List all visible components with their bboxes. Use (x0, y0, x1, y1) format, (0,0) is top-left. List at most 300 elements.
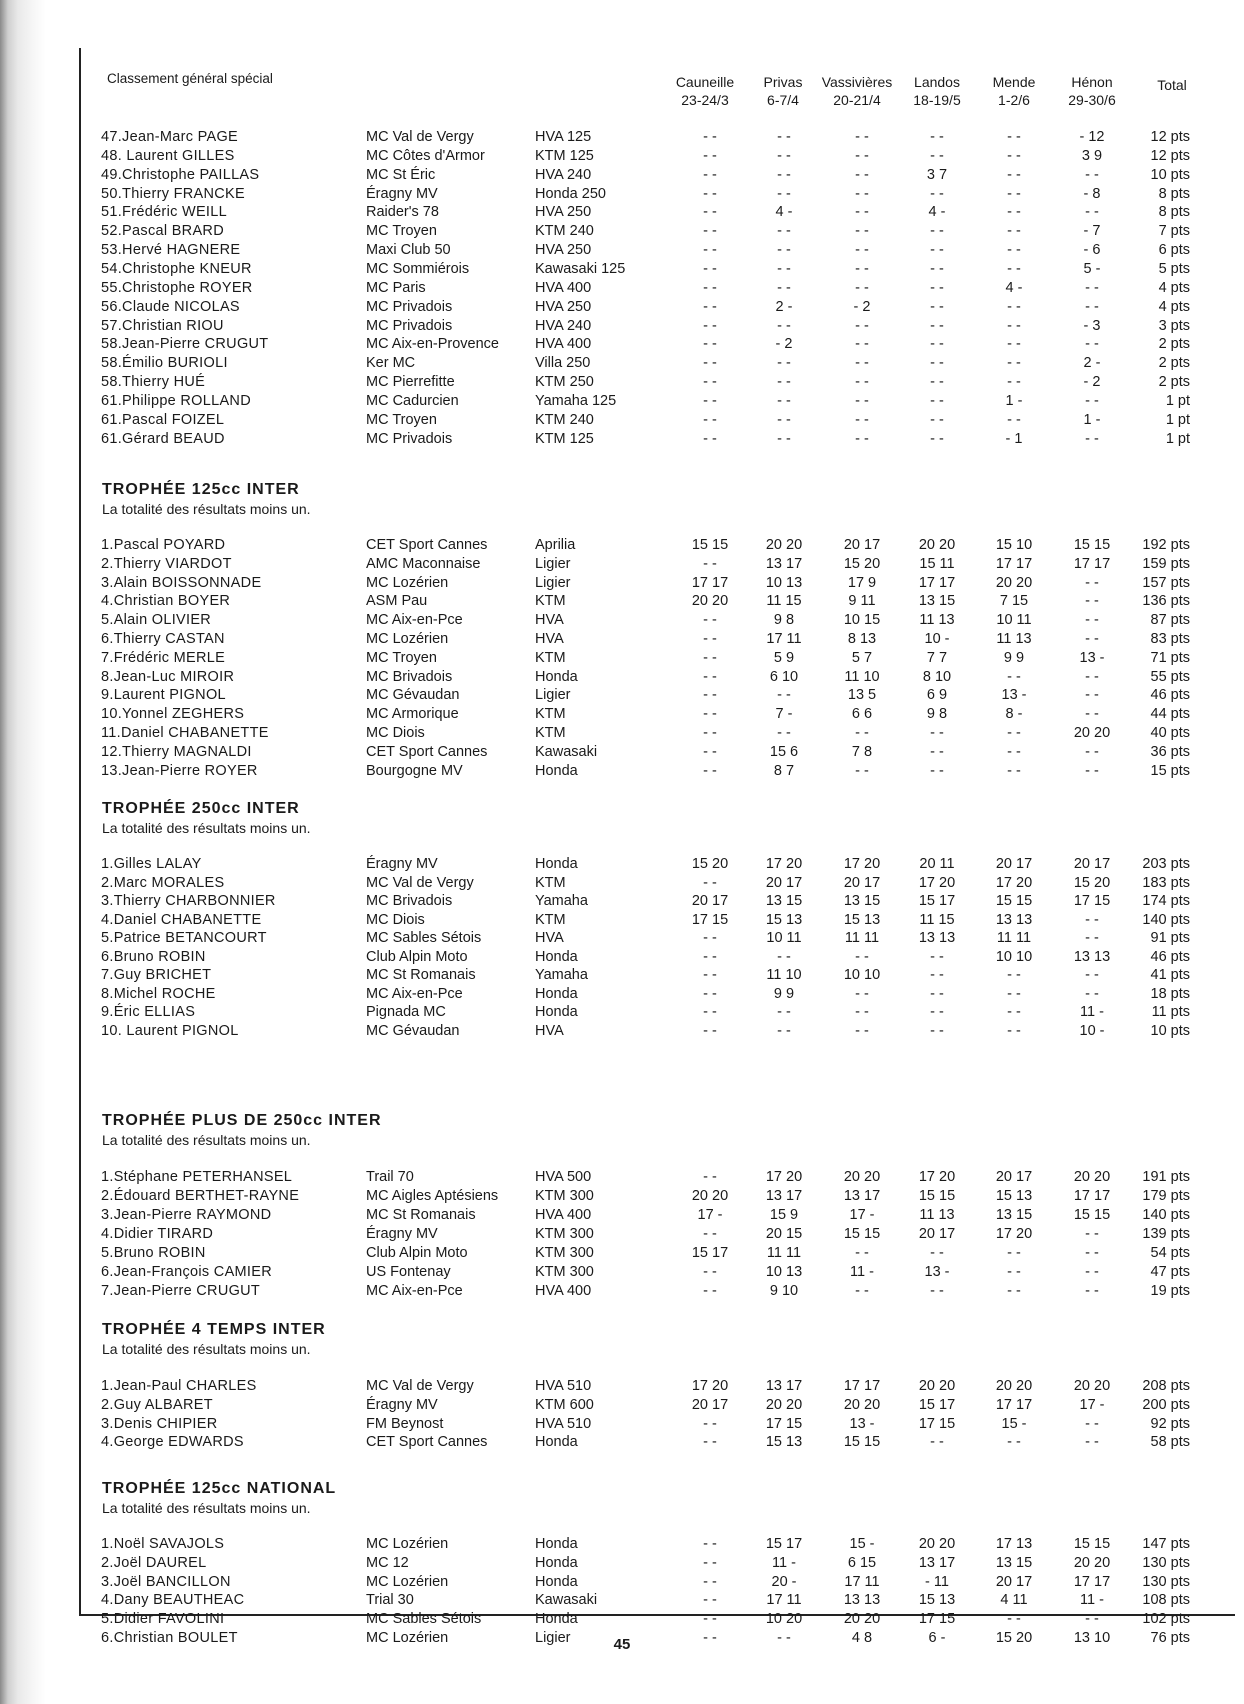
motorcycle: HVA 240 (535, 317, 592, 334)
round-score: - - (703, 374, 717, 391)
total-points: 15 pts (1150, 762, 1190, 779)
rider-name: 4.Daniel CHABANETTE (101, 911, 262, 928)
round-score: 15 20 (995, 1630, 1033, 1646)
motorcycle: KTM 125 (535, 147, 594, 164)
round-score: 17 17 (691, 574, 729, 591)
motorcycle: KTM (535, 911, 566, 928)
round-score: - - (855, 147, 869, 164)
round-score: - - (1007, 166, 1021, 183)
round-score: 15 13 (765, 1434, 803, 1451)
round-score: - - (703, 1592, 717, 1609)
total-points: 2 pts (1158, 374, 1190, 391)
rider-name: 61.Gérard BEAUD (101, 430, 225, 447)
standings-row (0, 1573, 1244, 1592)
club-name: MC Sables Sétois (366, 1611, 482, 1628)
round-score: - - (930, 1283, 944, 1299)
standings-row (0, 686, 1244, 705)
round-score: - - (1007, 762, 1021, 779)
column-header-dates: 23-24/3 (681, 92, 729, 108)
motorcycle: Yamaha (535, 893, 588, 909)
round-score: 17 20 (843, 856, 881, 872)
round-score: - - (703, 1283, 717, 1299)
round-score: 20 17 (995, 1573, 1033, 1590)
round-score: - - (777, 411, 791, 428)
column-header-dates: 6-7/4 (767, 92, 799, 108)
round-score: - - (703, 967, 717, 983)
round-score: - - (1085, 1415, 1099, 1432)
round-score: - - (703, 223, 717, 240)
round-score: 13 - (1001, 687, 1027, 704)
round-score: 10 20 (765, 1611, 803, 1628)
total-points: 71 pts (1150, 649, 1190, 666)
motorcycle: KTM (535, 593, 566, 610)
rider-name: 57.Christian RIOU (101, 317, 224, 334)
club-name: MC Côtes d'Armor (366, 147, 485, 164)
round-score: - - (703, 1022, 717, 1039)
round-score: 15 17 (918, 893, 956, 909)
round-score: 10 15 (843, 612, 881, 629)
round-score: 17 15 (918, 1415, 956, 1432)
round-score: - - (930, 1434, 944, 1451)
round-score: 5 - (1083, 260, 1101, 277)
round-score: 20 20 (918, 1536, 956, 1552)
round-score: - - (855, 411, 869, 428)
club-name: MC Pierrefitte (366, 374, 455, 391)
motorcycle: HVA 400 (535, 1207, 592, 1223)
round-score: - - (855, 279, 869, 296)
round-score: 20 20 (691, 1188, 729, 1204)
total-points: 1 pt (1165, 430, 1190, 447)
round-score: - - (703, 612, 717, 629)
rider-name: 9.Laurent PIGNOL (101, 687, 226, 704)
motorcycle: Villa 250 (535, 355, 591, 372)
motorcycle: KTM 250 (535, 374, 594, 391)
round-score: - - (703, 392, 717, 409)
total-points: 130 pts (1142, 1554, 1190, 1571)
page-number: 45 (613, 1636, 631, 1653)
round-score: 15 20 (843, 555, 881, 572)
round-score: 6 10 (769, 668, 799, 685)
round-score: - - (703, 725, 717, 741)
round-score: - - (703, 260, 717, 277)
round-score: - - (1007, 668, 1021, 685)
round-score: - - (703, 242, 717, 259)
round-score: 15 15 (843, 1434, 881, 1451)
standings-row (0, 1554, 1244, 1573)
rider-name: 48. Laurent GILLES (101, 147, 235, 164)
round-score: - - (777, 260, 791, 277)
rider-name: 47.Jean-Marc PAGE (101, 129, 238, 145)
round-score: - - (1085, 1434, 1099, 1451)
standings-row (0, 185, 1244, 204)
standings-row (0, 1244, 1244, 1263)
round-score: - - (930, 147, 944, 164)
round-score: - - (930, 430, 944, 447)
round-score: 17 17 (918, 574, 956, 591)
rider-name: 7.Guy BRICHET (101, 967, 212, 983)
round-score: 4 - (775, 204, 793, 221)
standings-row (0, 335, 1244, 354)
round-score: - - (777, 147, 791, 164)
standings-row (0, 874, 1244, 893)
round-score: - - (777, 279, 791, 296)
total-points: 83 pts (1150, 631, 1190, 647)
rider-name: 6.Thierry CASTAN (101, 631, 225, 647)
standings-row (0, 762, 1244, 781)
standings-row (0, 166, 1244, 185)
round-score: - - (777, 223, 791, 240)
round-score: 10 10 (843, 967, 881, 983)
total-points: 10 pts (1150, 1022, 1190, 1039)
club-name: Éragny MV (366, 1226, 438, 1242)
motorcycle: Honda 250 (535, 185, 606, 202)
total-points: 147 pts (1142, 1536, 1190, 1552)
round-score: 11 10 (844, 668, 880, 685)
club-name: MC Lozérien (366, 574, 449, 591)
round-score: - - (1085, 336, 1099, 353)
column-header-name: Privas (763, 74, 803, 90)
round-score: 17 20 (918, 874, 956, 891)
round-score: - - (855, 129, 869, 145)
round-score: 7 8 (851, 743, 873, 760)
standings-row (0, 430, 1244, 449)
club-name: Trail 70 (366, 1169, 414, 1185)
standings-row (0, 279, 1244, 298)
round-score: 4 - (928, 204, 946, 221)
round-score: 20 20 (918, 1378, 956, 1394)
round-score: 13 13 (843, 1592, 881, 1609)
motorcycle: Aprilia (535, 537, 576, 553)
standings-row (0, 592, 1244, 611)
total-points: 76 pts (1150, 1630, 1190, 1646)
round-score: 5 9 (773, 649, 795, 666)
club-name: CET Sport Cannes (366, 1434, 488, 1451)
standings-row (0, 911, 1244, 930)
round-score: - 12 (1079, 129, 1105, 145)
round-score: - - (1085, 1611, 1099, 1628)
round-score: - - (855, 204, 869, 221)
column-header-dates: 18-19/5 (913, 92, 961, 108)
round-score: 17 15 (918, 1611, 956, 1628)
standings-row (0, 574, 1244, 593)
rider-name: 6.Christian BOULET (101, 1630, 238, 1646)
round-score: - - (1085, 687, 1099, 704)
round-score: - - (703, 279, 717, 296)
round-score: - - (1007, 298, 1021, 315)
round-score: 13 15 (995, 1207, 1033, 1223)
motorcycle: HVA 510 (535, 1378, 592, 1394)
round-score: - - (703, 985, 717, 1002)
round-score: 20 17 (765, 874, 803, 891)
round-score: - - (777, 185, 791, 202)
club-name: MC Val de Vergy (366, 129, 474, 145)
club-name: MC Brivadois (366, 893, 453, 909)
club-name: MC Diois (366, 725, 425, 741)
rider-name: 55.Christophe ROYER (101, 279, 253, 296)
total-points: 183 pts (1142, 874, 1190, 891)
motorcycle: HVA (535, 631, 564, 647)
standings-row (0, 411, 1244, 430)
standings-row (0, 966, 1244, 985)
round-score: 13 15 (765, 893, 803, 909)
round-score: - - (777, 725, 791, 741)
rider-name: 52.Pascal BRARD (101, 223, 224, 240)
round-score: 13 13 (1073, 948, 1111, 965)
total-points: 174 pts (1142, 893, 1190, 909)
rider-name: 2.Joël DAUREL (101, 1554, 207, 1571)
round-score: 13 15 (995, 1554, 1033, 1571)
total-points: 2 pts (1158, 336, 1190, 353)
total-points: 55 pts (1150, 668, 1190, 685)
total-points: 136 pts (1142, 593, 1190, 610)
club-name: MC Privadois (366, 430, 453, 447)
total-points: 11 pts (1151, 1004, 1190, 1020)
round-score: - - (777, 317, 791, 334)
motorcycle: HVA 125 (535, 129, 592, 145)
standings-row (0, 724, 1244, 743)
round-score: - 6 (1083, 242, 1101, 259)
rider-name: 10.Yonnel ZEGHERS (101, 706, 245, 723)
rider-name: 8.Jean-Luc MIROIR (101, 668, 235, 685)
rider-name: 1.Noël SAVAJOLS (101, 1536, 225, 1552)
round-score: 6 15 (847, 1554, 877, 1571)
standings-row (0, 260, 1244, 279)
round-score: - - (703, 948, 717, 965)
round-score: - 2 (853, 298, 871, 315)
rider-name: 3.Jean-Pierre RAYMOND (101, 1207, 272, 1223)
round-score: - - (1007, 1245, 1021, 1261)
round-score: - - (1007, 1004, 1021, 1020)
standings-row (0, 1282, 1244, 1301)
total-points: 130 pts (1142, 1573, 1190, 1590)
round-score: - - (703, 355, 717, 372)
motorcycle: KTM (535, 874, 566, 891)
round-score: 20 20 (995, 574, 1033, 591)
round-score: - - (1007, 242, 1021, 259)
round-score: 20 20 (843, 1396, 881, 1413)
round-score: - - (1085, 392, 1099, 409)
standings-row (0, 1225, 1244, 1244)
motorcycle: Honda (535, 1004, 578, 1020)
total-points: 46 pts (1150, 948, 1190, 965)
rider-name: 4.Christian BOYER (101, 593, 231, 610)
round-score: - - (1007, 985, 1021, 1002)
round-score: 15 15 (843, 1226, 881, 1242)
round-score: 20 20 (843, 1611, 881, 1628)
round-score: - - (703, 874, 717, 891)
section-title: TROPHÉE 250cc INTER (102, 800, 300, 817)
motorcycle: Yamaha 125 (535, 392, 617, 409)
round-score: 8 - (1005, 706, 1023, 723)
total-points: 191 pts (1142, 1169, 1190, 1185)
round-score: - - (1085, 930, 1099, 946)
round-score: - - (930, 948, 944, 965)
round-score: 17 20 (765, 1169, 803, 1185)
rider-name: 13.Jean-Pierre ROYER (101, 762, 258, 779)
round-score: 11 - (772, 1554, 796, 1571)
round-score: 20 17 (843, 537, 881, 553)
total-points: 92 pts (1150, 1415, 1190, 1432)
round-score: - - (703, 336, 717, 353)
rider-name: 49.Christophe PAILLAS (101, 166, 260, 183)
total-points: 102 pts (1142, 1611, 1190, 1628)
round-score: 2 - (1083, 355, 1101, 372)
round-score: - - (703, 1611, 717, 1628)
club-name: MC Aigles Aptésiens (366, 1188, 499, 1204)
rider-name: 1.Pascal POYARD (101, 537, 226, 553)
round-score: - - (703, 930, 717, 946)
round-score: 17 11 (766, 631, 802, 647)
standings-row (0, 855, 1244, 874)
round-score: - 11 (925, 1573, 949, 1590)
round-score: 11 10 (766, 967, 802, 983)
round-score: 11 13 (919, 612, 955, 629)
rider-name: 6.Jean-François CAMIER (101, 1264, 272, 1280)
round-score: - - (855, 1022, 869, 1039)
round-score: - - (930, 317, 944, 334)
round-score: - - (930, 1022, 944, 1039)
standings-row (0, 203, 1244, 222)
round-score: 17 20 (918, 1169, 956, 1185)
club-name: MC Aix-en-Pce (366, 612, 463, 629)
section-title: TROPHÉE 125cc NATIONAL (102, 1480, 337, 1497)
round-score: - - (777, 166, 791, 183)
round-score: - - (777, 687, 791, 704)
round-score: 13 - (924, 1264, 950, 1280)
round-score: - 3 (1083, 317, 1101, 334)
round-score: 17 11 (844, 1573, 880, 1590)
round-score: 8 13 (847, 631, 877, 647)
rider-name: 5.Alain OLIVIER (101, 612, 212, 629)
round-score: - - (1085, 985, 1099, 1002)
motorcycle: HVA 400 (535, 1283, 592, 1299)
round-score: - - (703, 706, 717, 723)
round-score: 11 - (1080, 1004, 1104, 1020)
motorcycle: KTM 125 (535, 430, 594, 447)
standings-row (0, 1415, 1244, 1434)
round-score: - - (1085, 668, 1099, 685)
round-score: 10 13 (765, 574, 803, 591)
round-score: - - (703, 411, 717, 428)
club-name: MC Paris (366, 279, 426, 296)
round-score: 17 13 (995, 1536, 1033, 1552)
round-score: 15 11 (919, 555, 955, 572)
club-name: Éragny MV (366, 185, 438, 202)
club-name: AMC Maconnaise (366, 555, 481, 572)
round-score: - - (703, 129, 717, 145)
round-score: - - (930, 762, 944, 779)
section-subtitle: La totalité des résultats moins un. (102, 1132, 311, 1148)
motorcycle: KTM (535, 725, 566, 741)
total-points: 200 pts (1142, 1396, 1190, 1413)
round-score: - - (1007, 411, 1021, 428)
club-name: Éragny MV (366, 1396, 438, 1413)
round-score: 13 10 (1073, 1630, 1111, 1646)
round-score: - - (855, 430, 869, 447)
round-score: - - (703, 298, 717, 315)
club-name: MC Troyen (366, 649, 437, 666)
club-name: US Fontenay (366, 1264, 451, 1280)
motorcycle: HVA 250 (535, 298, 592, 315)
standings-row (0, 1591, 1244, 1610)
motorcycle: Honda (535, 1573, 578, 1590)
club-name: MC Val de Vergy (366, 874, 474, 891)
rider-name: 4.Didier TIRARD (101, 1226, 214, 1242)
round-score: - - (703, 668, 717, 685)
club-name: MC Val de Vergy (366, 1378, 474, 1394)
section-subtitle: La totalité des résultats moins un. (102, 1500, 311, 1516)
round-score: - - (777, 242, 791, 259)
round-score: 17 17 (843, 1378, 881, 1394)
round-score: - - (930, 374, 944, 391)
column-header-name: Landos (914, 74, 960, 90)
round-score: - - (1085, 593, 1099, 610)
rider-name: 53.Hervé HAGNERE (101, 242, 241, 259)
round-score: 1 - (1005, 392, 1023, 409)
round-score: - - (855, 242, 869, 259)
round-score: - - (703, 204, 717, 221)
rider-name: 61.Philippe ROLLAND (101, 392, 251, 409)
round-score: - - (1007, 185, 1021, 202)
round-score: 15 13 (843, 911, 881, 928)
round-score: 17 15 (691, 911, 729, 928)
club-name: Éragny MV (366, 856, 438, 872)
standings-row (0, 1433, 1244, 1452)
round-score: 20 17 (691, 893, 729, 909)
motorcycle: Honda (535, 856, 578, 872)
round-score: 20 20 (1073, 1554, 1111, 1571)
total-points: 1 pt (1165, 392, 1190, 409)
round-score: - - (703, 430, 717, 447)
column-header-dates: 20-21/4 (833, 92, 881, 108)
round-score: - - (930, 392, 944, 409)
motorcycle: Ligier (535, 687, 571, 704)
round-score: - - (930, 355, 944, 372)
standings-row (0, 929, 1244, 948)
rider-name: 1.Gilles LALAY (101, 856, 202, 872)
round-score: - - (930, 298, 944, 315)
round-score: 6 9 (926, 687, 948, 704)
round-score: - - (930, 411, 944, 428)
round-score: 20 17 (995, 856, 1033, 872)
round-score: 13 15 (918, 593, 956, 610)
round-score: 10 11 (766, 930, 802, 946)
total-points: 159 pts (1142, 555, 1190, 572)
round-score: 11 11 (844, 930, 880, 946)
round-score: 10 13 (765, 1264, 803, 1280)
round-score: 20 - (771, 1573, 797, 1590)
round-score: - - (703, 1630, 717, 1646)
total-points: 44 pts (1150, 706, 1190, 723)
club-name: MC Lozérien (366, 1630, 449, 1646)
round-score: - - (930, 129, 944, 145)
motorcycle: KTM 300 (535, 1245, 594, 1261)
total-points: 18 pts (1150, 985, 1190, 1002)
round-score: - 2 (775, 336, 793, 353)
total-points: 140 pts (1142, 911, 1190, 928)
round-score: 20 20 (843, 1169, 881, 1185)
club-name: MC Cadurcien (366, 392, 459, 409)
motorcycle: Honda (535, 1554, 578, 1571)
section-title: TROPHÉE PLUS DE 250cc INTER (102, 1112, 382, 1129)
round-score: 17 17 (1073, 1188, 1111, 1204)
club-name: Club Alpin Moto (366, 948, 468, 965)
club-name: Bourgogne MV (366, 762, 463, 779)
rider-name: 5.Patrice BETANCOURT (101, 930, 267, 946)
round-score: - - (777, 1022, 791, 1039)
round-score: 17 17 (995, 555, 1033, 572)
standings-row (0, 536, 1244, 555)
